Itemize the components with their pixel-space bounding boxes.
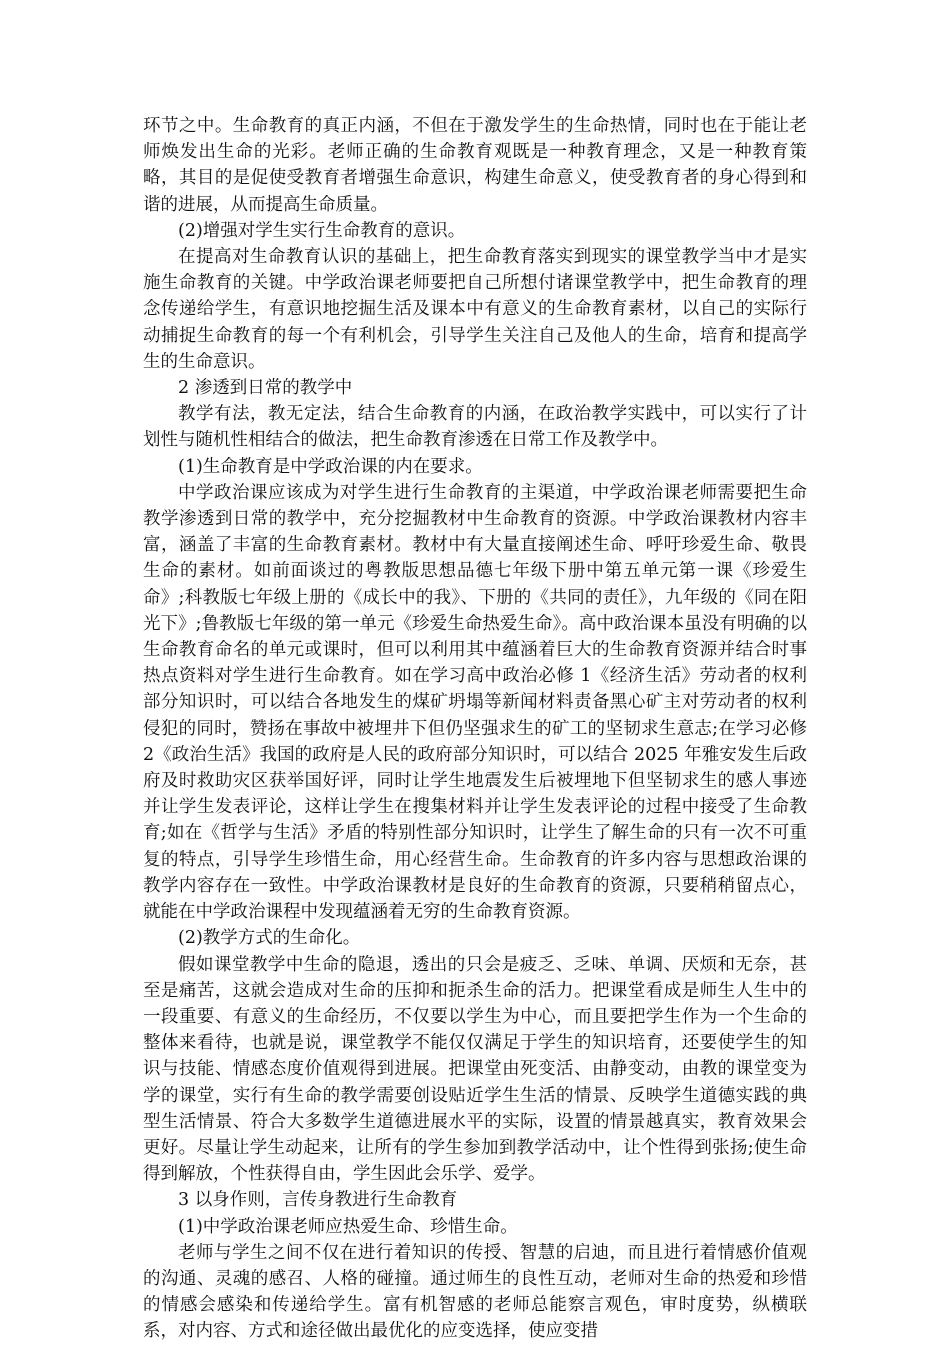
document-body (143, 113, 807, 1345)
paragraph-3: 在提高对生命教育认识的基础上，把生命教育落实到现实的课堂教学当中才是实施生命教育的关键。中学政治课老师要把自己所想付诸课堂教学中，把生命教育的理念传递给学生，有意识地挖掘生活及课本中有意义的生命教育素材，以自己的实际行动捕捉生命教育的每一个有利机会，引导学生关注自己及他人的生命，培育和提高学生的生命意识。 (143, 247, 807, 372)
paragraph-7: 中学政治课应该成为对学生进行生命教育的主渠道，中学政治课老师需要把生命教学渗透到日常的教学中，充分挖掘教材中生命教育的资源。中学政治课教材内容丰富，涵盖了丰富的生命教育素材。教材中有大量直接阐述生命、呼吁珍爱生命、敬畏生命的素材。如前面谈过的粤教版思想品德七年级下册中第五单元第一课《珍爱生命》;科教版七年级上册的《成长中的我》、下册的《共同的责任》，九年级的《同在阳光下》;鲁教版七年级的第一单元《珍爱生命热爱生命》。高中政治课本虽没有明确的以生命教育命名的单元或课时，但可以利用其中蕴涵着巨大的生命教育资源并结合时事热点资料对学生进行生命教育。如在学习高中政治必修 1《经济生活》劳动者的权利部分知识时，可以结合各地发生的煤矿坍塌等新闻材料责备黑心矿主对劳动者的权利侵犯的同时，赞扬在事故中被埋井下但仍坚强求生的矿工的坚韧求生意志;在学习必修 2《政治生活》我国的政府是人民的政府部分知识时，可以结合 2025 年雅安发生后政府及时救助灾区获举国好评，同时让学生地震发生后被埋地下但坚韧求生的感人事迹并让学生发表评论，这样让学生在搜集材料并让学生发表评论的过程中接受了生命教育;如在《哲学与生活》矛盾的特别性部分知识时，让学生了解生命的只有一次不可重复的特点，引导学生珍惜生命，用心经营生命。生命教育的许多内容与思想政治课的教学内容存在一致性。中学政治课教材是良好的生命教育的资源，只要稍稍留点心，就能在中学政治课程中发现蕴涵着无穷的生命教育资源。 (143, 482, 807, 923)
paragraph-11-heading: (1)中学政治课老师应热爱生命、珍惜生命。 (178, 1216, 518, 1237)
paragraph-2-heading: (2)增强对学生实行生命教育的意识。 (178, 220, 466, 241)
section-heading-3: 3 以身作则，言传身教进行生命教育 (178, 1190, 458, 1211)
paragraph-1: 环节之中。生命教育的真正内涵，不但在于激发学生的生命热情，同时也在于能让老师焕发出生命的光彩。老师正确的生命教育观既是一种教育理念，又是一种教育策略，其目的是促使受教育者增强生命意识，构建生命意义，使受教育者的身心得到和谐的进展，从而提高生命质量。 (143, 116, 807, 215)
paragraph-12: 老师与学生之间不仅在进行着知识的传授、智慧的启迪，而且进行着情感价值观的沟通、灵魂的感召、人格的碰撞。通过师生的良性互动，老师对生命的热爱和珍惜的情感会感染和传递给学生。富有机智感的老师总能察言观色，审时度势，纵横联系，对内容、方式和途径做出最优化的应变选择，使应变措 (143, 1242, 807, 1342)
paragraph-8-heading: (2)教学方式的生命化。 (178, 928, 361, 949)
paragraph-5: 教学有法，教无定法，结合生命教育的内涵，在政治教学实践中，可以实行了计划性与随机性相结合的做法，把生命教育渗透在日常工作及教学中。 (143, 404, 807, 451)
section-heading-2: 2 渗透到日常的教学中 (178, 378, 353, 399)
paragraph-6-heading: (1)生命教育是中学政治课的内在要求。 (178, 456, 483, 477)
paragraph-9: 假如课堂教学中生命的隐退，透出的只会是疲乏、乏味、单调、厌烦和无奈，甚至是痛苦，这就会造成对生命的压抑和扼杀生命的活力。把课堂看成是师生人生中的一段重要、有意义的生命经历，不仅要以学生为中心，而且要把学生作为一个生命的整体来看待，也就是说，课堂教学不能仅仅满足于学生的知识培育，还要使学生的知识与技能、情感态度价值观得到进展。把课堂由死变活、由静变动，由教的课堂变为学的课堂，实行有生命的教学需要创设贴近学生生活的情景、反映学生道德实践的典型生活情景、符合大多数学生道德进展水平的实际，设置的情景越真实，教育效果会更好。尽量让学生动起来，让所有的学生参加到教学活动中，让个性得到张扬;使生命得到解放，个性获得自由，学生因此会乐学、爱学。 (143, 954, 807, 1185)
